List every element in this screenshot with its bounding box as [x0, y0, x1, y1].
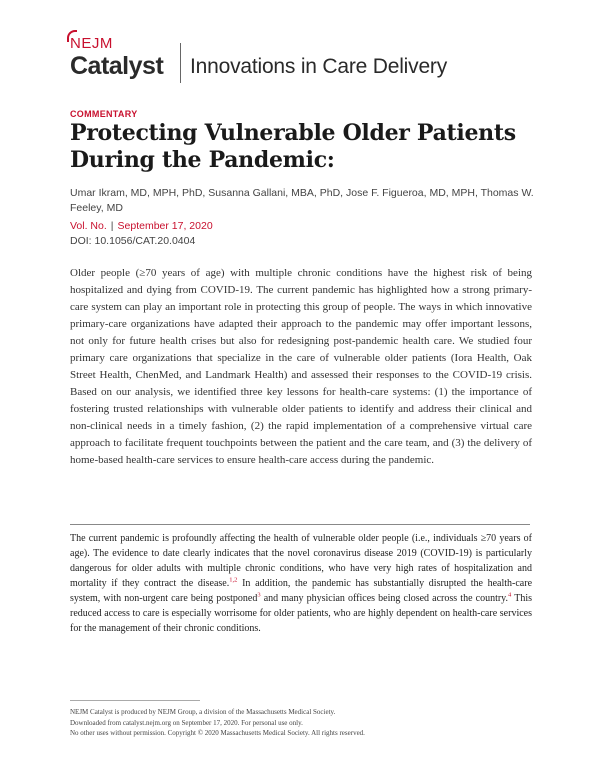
publication-date: September 17, 2020: [117, 220, 213, 232]
logo-swoosh-icon: [67, 30, 77, 42]
abstract: Older people (≥70 years of age) with multiple chronic conditions have the highest risk of being hospitalized and dying from COVID-19. The current pandemic has highlighted how a strong primary-care system can play an important role in protecting this group of people. The ways in which innovative primary-care organizations have adapted their approach to the pandemic may offer important lessons, not only for future health crises but also for redesigning post-pandemic health care. We studied four primary care organizations that specialize in the care of vulnerable older patients (Iora Health, Oak Street Health, ChenMed, and Landmark Health) and assessed their responses to the COVID-19 crisis. Based on our analysis, we identified three key lessons for health-care systems: (1) the importance of fostering trusted relationships with vulnerable older patients to identify and address their clinical and non-clinical needs in a timely fashion, (2) the rapid implementation of a comprehensive virtual care approach to facilitate frequent touchpoints between the patient and the care team, and (3) the delivery of home-based health-care services to ensure health-care access during the pandemic.: [70, 267, 532, 466]
logo-nejm-wordmark: [70, 35, 113, 52]
meta-separator: |: [110, 220, 114, 232]
page-footer: [70, 707, 540, 739]
masthead-divider: [180, 43, 181, 83]
logo-nejm-text: NEJM: [70, 35, 113, 52]
reference-link[interactable]: 4: [508, 591, 512, 599]
volume-label: Vol. No.: [70, 220, 107, 232]
masthead: [70, 33, 540, 85]
doi[interactable]: DOI: 10.1056/CAT.20.0404: [70, 235, 196, 247]
footer-divider: [70, 700, 200, 701]
author-list: Umar Ikram, MD, MPH, PhD, Susanna Gallani, MBA, PhD, Jose F. Figueroa, MD, MPH, Thomas W. Feeley, MD: [70, 187, 534, 214]
nejm-catalyst-logo[interactable]: [70, 33, 170, 83]
body-text-segment: and many physician offices being closed across the country.: [260, 593, 509, 604]
section-divider: [70, 524, 530, 525]
masthead-tagline: Innovations in Care Delivery: [190, 55, 448, 78]
reference-link[interactable]: 1,2: [229, 576, 238, 584]
footer-line: No other uses without permission. Copyright © 2020 Massachusetts Medical Society. All rights reserved.: [70, 729, 365, 737]
footer-line: NEJM Catalyst is produced by NEJM Group, a division of the Massachusetts Medical Society.: [70, 708, 336, 716]
section-label: COMMENTARY: [70, 109, 138, 119]
logo-catalyst-text: Catalyst: [70, 52, 164, 80]
footer-line: Downloaded from catalyst.nejm.org on September 17, 2020. For personal use only.: [70, 718, 303, 727]
reference-link[interactable]: 3: [257, 591, 261, 599]
body-text-segment: This reduced access to care is especially worrisome for older patients, who are highly dependent on health-care services for the management of their chronic conditions.: [70, 593, 532, 634]
body-text-segment: In addition, the pandemic has substantially disrupted the health-care system, with non-urgent care being postponed: [70, 578, 533, 604]
article-meta: [70, 220, 213, 232]
article-title: Protecting Vulnerable Older Patients During the Pandemic:: [70, 120, 516, 173]
body-paragraph: [70, 531, 532, 636]
body-text-segment: The current pandemic is profoundly affecting the health of vulnerable older people (i.e., individuals ≥70 years of age). The evidence to date clearly indicates that the novel coronavirus disease 2019 (COVID-19) is particularly dangerous for older adults with multiple chronic conditions, who have very high rates of hospitalization and mortality if they contract the disease.: [70, 533, 532, 589]
